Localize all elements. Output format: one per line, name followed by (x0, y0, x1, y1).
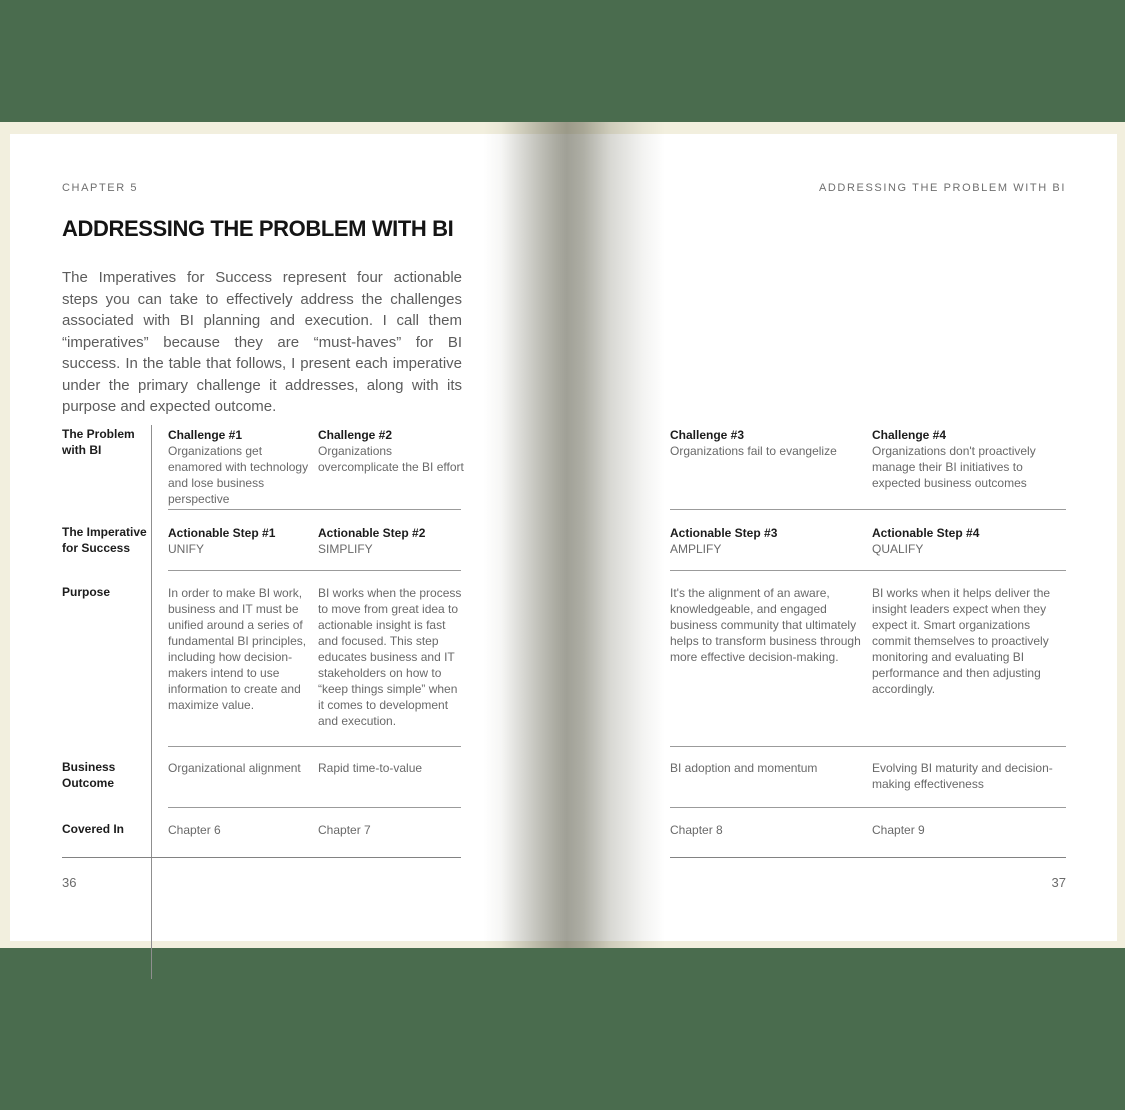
row-label-purpose: Purpose (62, 585, 111, 599)
table-label-divider (151, 425, 152, 979)
table-bottom-rule (62, 857, 461, 858)
table-cell (318, 525, 464, 557)
table-cell (872, 760, 1070, 792)
cell-heading: Challenge #3 (670, 428, 745, 442)
table-cell (670, 822, 862, 838)
row-label-imperative: The Imperative for Success (62, 525, 147, 555)
table-rule (670, 509, 1066, 510)
cell-body: Organizational alignment (168, 761, 301, 775)
running-header: ADDRESSING THE PROBLEM WITH BI (818, 182, 1066, 194)
cell-body: UNIFY (168, 542, 204, 556)
table-cell (318, 822, 464, 838)
cell-body: Organizations overcomplicate the BI effort (318, 444, 464, 474)
cell-heading: Challenge #1 (168, 428, 243, 442)
cell-heading: Challenge #4 (872, 428, 947, 442)
table-cell (872, 822, 1070, 838)
cell-body: Chapter 8 (670, 823, 723, 837)
cell-body: AMPLIFY (670, 542, 722, 556)
row-label-problem: The Problem with BI (62, 427, 135, 457)
table-rule (168, 509, 461, 510)
table-rule (670, 570, 1066, 571)
table-rule (168, 746, 461, 747)
cell-body: Chapter 6 (168, 823, 221, 837)
table-cell (168, 525, 310, 557)
page-number-left: 36 (62, 875, 77, 890)
right-page (566, 134, 1117, 941)
cell-heading: Challenge #2 (318, 428, 393, 442)
cell-body: BI adoption and momentum (670, 761, 818, 775)
table-cell (168, 585, 310, 713)
table-cell (318, 427, 464, 475)
cell-body: Organizations don't proactively manage their BI initiatives to expected business outcomes (872, 444, 1036, 490)
table-cell (670, 585, 862, 665)
page-number-right: 37 (1051, 875, 1066, 890)
cell-heading: Actionable Step #1 (168, 526, 276, 540)
table-cell (318, 585, 464, 729)
row-label-outcome: Business Outcome (62, 760, 116, 790)
table-cell (318, 760, 464, 776)
table-cell (168, 427, 310, 507)
cell-body: BI works when the process to move from great idea to actionable insight is fast and focused. This step educates business and IT stakeholders on how to “keep things simple” when it comes to development and execution. (318, 586, 462, 728)
cell-body: BI works when it helps deliver the insight leaders expect when they expect it. Smart organizations commit themselves to proactively monitoring and evaluating BI performance and then adjusting accordingly. (872, 586, 1051, 696)
cell-heading: Actionable Step #3 (670, 526, 778, 540)
cell-heading: Actionable Step #4 (872, 526, 980, 540)
table-cell (670, 427, 862, 459)
table-rule (670, 807, 1066, 808)
cell-body: In order to make BI work, business and IT must be unified around a series of fundamental BI principles, including how decision-makers intend to use information to create and maximize value. (168, 586, 307, 712)
table-cell (670, 525, 862, 557)
chapter-title: ADDRESSING THE PROBLEM WITH BI (62, 216, 454, 241)
left-page (10, 134, 566, 941)
cell-body: Evolving BI maturity and decision-making effectiveness (872, 761, 1053, 791)
table-cell (168, 822, 310, 838)
cell-body: Rapid time-to-value (318, 761, 423, 775)
table-rule (168, 807, 461, 808)
cell-body: It's the alignment of an aware, knowledgeable, and engaged business community that ultimately helps to transform business through more effective decision-making. (670, 586, 861, 664)
table-rule (670, 746, 1066, 747)
table-cell (872, 585, 1070, 697)
table-rule (168, 570, 461, 571)
table-bottom-rule (670, 857, 1066, 858)
row-label-covered: Covered In (62, 822, 125, 836)
cell-body: Chapter 7 (318, 823, 371, 837)
table-cell (168, 760, 310, 776)
chapter-kicker: CHAPTER 5 (62, 182, 139, 194)
cell-body: SIMPLIFY (318, 542, 373, 556)
table-cell (670, 760, 862, 776)
cell-body: QUALIFY (872, 542, 924, 556)
cell-body: Organizations get enamored with technology and lose business perspective (168, 444, 309, 506)
table-cell (872, 525, 1070, 557)
table-cell (872, 427, 1070, 491)
cell-body: Organizations fail to evangelize (670, 444, 837, 458)
cell-heading: Actionable Step #2 (318, 526, 426, 540)
intro-paragraph: The Imperatives for Success represent four actionable steps you can take to effectively address the challenges associated with BI planning and execution. I call them “imperatives” because they are “must-haves” for BI success. In the table that follows, I present each imperative under the primary challenge it addresses, along with its purpose and expected outcome. (62, 269, 462, 415)
cell-body: Chapter 9 (872, 823, 925, 837)
